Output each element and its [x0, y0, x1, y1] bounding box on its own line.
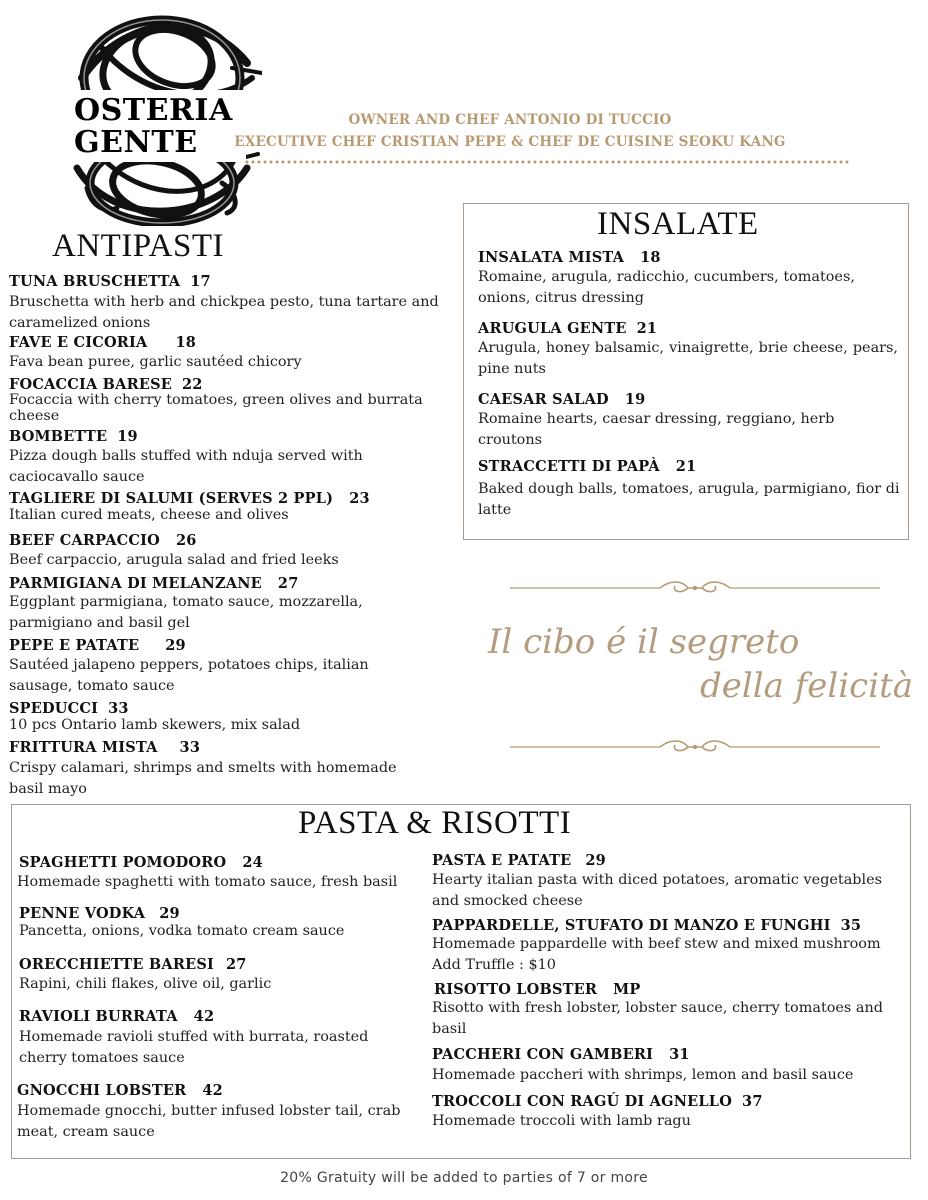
insalate-title: INSALATE — [597, 206, 759, 242]
menu-item-name: PENNE VODKA 29 — [19, 905, 180, 922]
menu-item-name: STRACCETTI DI PAPÀ 21 — [478, 458, 697, 475]
menu-item-name: FAVE E CICORIA 18 — [9, 334, 197, 351]
menu-item-desc: Beef carpaccio, arugula salad and fried leeks — [9, 552, 339, 568]
menu-item-name: GNOCCHI LOBSTER 42 — [17, 1082, 223, 1099]
menu-item-name: BOMBETTE 19 — [9, 428, 138, 445]
logo-line-1: OSTERIA — [74, 93, 233, 128]
menu-item-price: 29 — [585, 852, 606, 869]
gratuity-note: 20% Gratuity will be added to parties of 7 or more — [280, 1170, 648, 1186]
menu-item-desc: Homemade pappardelle with beef stew and mixed mushroom — [432, 936, 881, 952]
menu-item-price: 19 — [117, 428, 138, 445]
menu-item-desc: Crispy calamari, shrimps and smelts with homemade basil mayo — [9, 760, 397, 797]
menu-item-name: SPEDUCCI 33 — [9, 700, 129, 717]
menu-item-desc: Homemade troccoli with lamb ragu — [432, 1113, 691, 1129]
menu-item-desc: Homemade paccheri with shrimps, lemon and basil sauce — [432, 1067, 854, 1083]
menu-item-price: 42 — [202, 1082, 223, 1099]
menu-item-desc: Bruschetta with herb and chickpea pesto, tuna tartare and caramelized onions — [9, 294, 439, 331]
menu-item-name: PACCHERI CON GAMBERI 31 — [432, 1046, 690, 1063]
menu-item-extra: Add Truffle : $10 — [432, 957, 556, 973]
menu-item-price: 27 — [277, 575, 299, 592]
exec-chef-line: EXECUTIVE CHEF CRISTIAN PEPE & CHEF DE CUISINE SEOKU KANG — [234, 134, 786, 150]
menu-item-name: INSALATA MISTA 18 — [478, 249, 661, 266]
insalate-box — [463, 203, 909, 540]
menu-item-price: 29 — [165, 637, 186, 654]
menu-item-name: RAVIOLI BURRATA 42 — [19, 1008, 215, 1025]
menu-item-price: 37 — [742, 1093, 763, 1110]
menu-item-desc: Homemade gnocchi, butter infused lobster tail, crab meat, cream sauce — [17, 1103, 401, 1140]
quote-line-1: Il cibo é il segreto — [488, 622, 800, 662]
menu-item-desc: Homemade spaghetti with tomato sauce, fresh basil — [17, 874, 398, 890]
menu-item-price: 24 — [242, 854, 263, 871]
menu-item-desc: Arugula, honey balsamic, vinaigrette, brie cheese, pears, pine nuts — [478, 340, 898, 377]
menu-item-price: MP — [613, 981, 641, 998]
menu-item-desc: Homemade ravioli stuffed with burrata, roasted cherry tomatoes sauce — [19, 1029, 369, 1066]
menu-item-name: ARUGULA GENTE 21 — [478, 320, 658, 337]
menu-item-desc: Focaccia with cherry tomatoes, green olives and burrata cheese — [9, 392, 423, 424]
menu-item-desc: Pizza dough balls stuffed with nduja served with caciocavallo sauce — [9, 448, 363, 485]
menu-item-name: FOCACCIA BARESE 22 — [9, 376, 203, 393]
menu-item-name: BEEF CARPACCIO 26 — [9, 532, 197, 549]
menu-item-price: 22 — [182, 376, 203, 393]
menu-item-desc: Romaine hearts, caesar dressing, reggiano, herb croutons — [478, 411, 835, 448]
menu-item-name: CAESAR SALAD 19 — [478, 391, 646, 408]
menu-item-price: 42 — [193, 1008, 215, 1025]
menu-item-desc: Italian cured meats, cheese and olives — [9, 507, 289, 523]
menu-item-desc: Baked dough balls, tomatoes, arugula, parmigiano, fior di latte — [478, 481, 900, 518]
menu-item-desc: Hearty italian pasta with diced potatoes, aromatic vegetables and smocked cheese — [432, 872, 882, 909]
menu-item-desc: Pancetta, onions, vodka tomato cream sauce — [19, 923, 345, 939]
menu-item-price: 18 — [175, 334, 197, 351]
menu-item-price: 31 — [669, 1046, 690, 1063]
menu-item-name: TAGLIERE DI SALUMI (SERVES 2 PPL) 23 — [9, 490, 370, 507]
menu-item-price: 33 — [179, 739, 201, 756]
menu-item-desc: 10 pcs Ontario lamb skewers, mix salad — [9, 717, 301, 733]
menu-item-price: 23 — [349, 490, 370, 507]
antipasti-title: ANTIPASTI — [52, 228, 224, 264]
menu-item-desc: Sautéed jalapeno peppers, potatoes chips, italian sausage, tomato sauce — [9, 657, 369, 694]
menu-item-name: PASTA E PATATE 29 — [432, 852, 606, 869]
menu-item-name: ORECCHIETTE BARESI 27 — [19, 956, 247, 973]
quote-line-2: della felicità — [700, 666, 914, 706]
menu-item-price: 17 — [190, 273, 211, 290]
menu-item-name: PARMIGIANA DI MELANZANE 27 — [9, 575, 299, 592]
menu-item-name: RISOTTO LOBSTER MP — [434, 981, 641, 998]
menu-item-name: TROCCOLI CON RAGÚ DI AGNELLO 37 — [432, 1093, 763, 1110]
menu-item-price: 19 — [624, 391, 646, 408]
menu-item-price: 21 — [675, 458, 697, 475]
menu-item-name: SPAGHETTI POMODORO 24 — [19, 854, 263, 871]
logo-line-2: GENTE — [74, 125, 198, 160]
menu-item-desc: Risotto with fresh lobster, lobster sauce, cherry tomatoes and basil — [432, 1000, 883, 1037]
owner-line: OWNER AND CHEF ANTONIO DI TUCCIO — [348, 112, 672, 128]
menu-item-price: 29 — [159, 905, 180, 922]
menu-item-price: 33 — [108, 700, 129, 717]
dotted-divider — [244, 160, 850, 164]
menu-item-price: 26 — [175, 532, 197, 549]
menu-item-name: PAPPARDELLE, STUFATO DI MANZO E FUNGHI 35 — [432, 917, 862, 934]
menu-item-desc: Rapini, chili flakes, olive oil, garlic — [19, 976, 272, 992]
pasta-title: PASTA & RISOTTI — [298, 805, 572, 841]
menu-item-desc: Fava bean puree, garlic sautéed chicory — [9, 354, 302, 370]
menu-item-desc: Romaine, arugula, radicchio, cucumbers, tomatoes, onions, citrus dressing — [478, 269, 855, 306]
ornament-divider-top — [510, 578, 880, 598]
menu-item-price: 21 — [636, 320, 658, 337]
menu-item-name: FRITTURA MISTA 33 — [9, 739, 201, 756]
menu-item-name: TUNA BRUSCHETTA 17 — [9, 273, 211, 290]
menu-item-price: 18 — [640, 249, 661, 266]
pasta-box — [11, 804, 911, 1159]
menu-item-price: 35 — [840, 917, 862, 934]
menu-item-desc: Eggplant parmigiana, tomato sauce, mozzarella, parmigiano and basil gel — [9, 594, 363, 631]
menu-item-name: PEPE E PATATE 29 — [9, 637, 186, 654]
menu-item-price: 27 — [225, 956, 247, 973]
ornament-divider-bottom — [510, 737, 880, 757]
